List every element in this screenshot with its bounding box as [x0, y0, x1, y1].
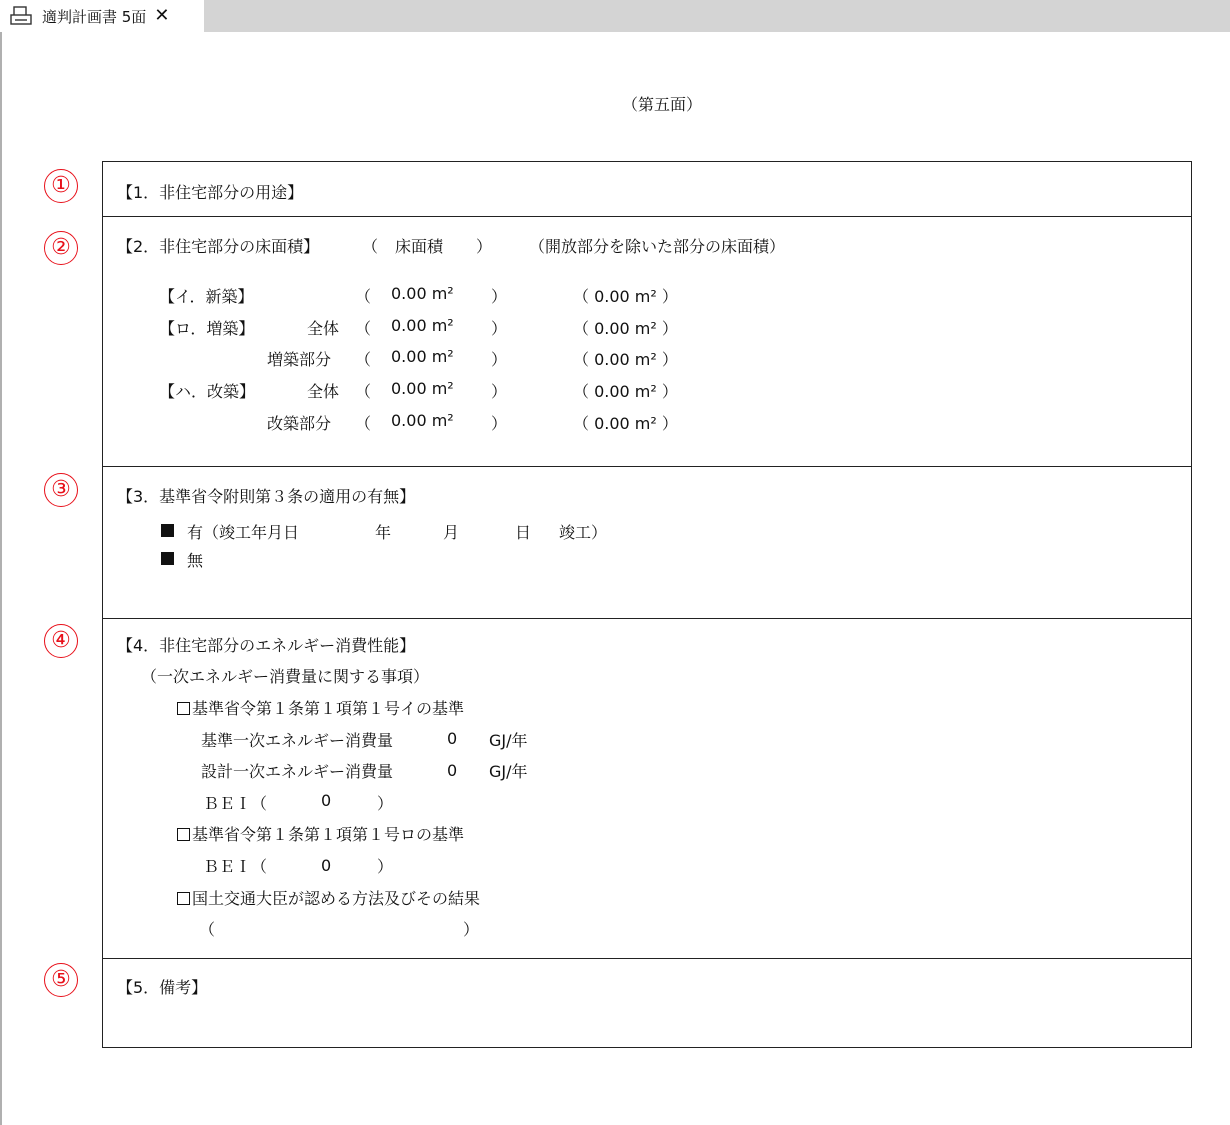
floor-area-heading: 床面積: [395, 237, 444, 256]
section-5-title: 【5．備考】: [117, 978, 208, 997]
bei-2-value: 0: [321, 856, 332, 875]
floor-area-value: 0.00 m²: [391, 379, 454, 398]
tab-title: 適判計画書 5面: [42, 7, 147, 26]
window-left-edge: [0, 32, 2, 1125]
bei-2-label: ＢＥＩ（: [203, 857, 268, 876]
excluded-floor-area-value: （ 0.00 m² ）: [573, 319, 678, 338]
standard-energy-label: 基準一次エネルギー消費量: [201, 731, 394, 750]
completion-day-label: 日: [515, 523, 532, 542]
excluded-floor-area-heading: （開放部分を除いた部分の床面積）: [529, 237, 786, 256]
row-subcategory: 全体: [307, 382, 340, 401]
excluded-floor-area-value: （ 0.00 m² ）: [573, 414, 678, 433]
standard-energy-unit: GJ/年: [489, 731, 528, 750]
row-open-paren: （: [355, 319, 372, 338]
section-4-subtitle: （一次エネルギー消費量に関する事項）: [141, 667, 430, 686]
floor-area-close-paren: ）: [476, 237, 493, 256]
row-close-paren: ）: [491, 350, 508, 369]
page-heading: （第五面）: [622, 95, 703, 114]
section-marker-1: ①: [44, 169, 78, 203]
row-category: 【イ．新築】: [159, 287, 254, 306]
row-close-paren: ）: [491, 414, 508, 433]
excluded-floor-area-value: （ 0.00 m² ）: [573, 287, 678, 306]
option-1: [177, 696, 464, 719]
section-marker-4: ④: [44, 624, 78, 658]
design-energy-value: 0: [447, 761, 458, 780]
row-open-paren: （: [355, 287, 372, 306]
option-2: [177, 822, 464, 845]
method-open-paren: （: [199, 920, 216, 939]
row-subcategory: 全体: [307, 319, 340, 338]
completion-year-label: 年: [375, 523, 392, 542]
row-subcategory: 増築部分: [267, 350, 332, 369]
bei-1-label: ＢＥＩ（: [203, 794, 268, 813]
section-5: [103, 958, 1191, 1049]
section-marker-2: ②: [44, 231, 78, 265]
document-tab[interactable]: [0, 0, 204, 32]
option-3-checkbox[interactable]: [177, 892, 190, 905]
standard-energy-value: 0: [447, 729, 458, 748]
design-energy-unit: GJ/年: [489, 762, 528, 781]
row-close-paren: ）: [491, 287, 508, 306]
row-close-paren: ）: [491, 319, 508, 338]
completion-label: 竣工）: [559, 523, 608, 542]
section-1: [103, 162, 1191, 216]
row-open-paren: （: [355, 350, 372, 369]
floor-area-value: 0.00 m²: [391, 411, 454, 430]
row-close-paren: ）: [491, 382, 508, 401]
bei-2-close-paren: ）: [377, 857, 394, 876]
section-2-title: 【2．非住宅部分の床面積】: [117, 237, 320, 256]
applicable-yes-checkbox[interactable]: [161, 524, 174, 537]
printer-document-icon: [10, 6, 32, 26]
option-3: [177, 886, 480, 909]
section-3-title: 【3．基準省令附則第３条の適用の有無】: [117, 487, 416, 506]
section-4: [103, 618, 1191, 958]
option-2-checkbox[interactable]: [177, 828, 190, 841]
design-energy-label: 設計一次エネルギー消費量: [201, 762, 394, 781]
row-subcategory: 改築部分: [267, 414, 332, 433]
bei-1-value: 0: [321, 791, 332, 810]
floor-area-value: 0.00 m²: [391, 347, 454, 366]
floor-area-open-paren: （: [362, 237, 379, 256]
option-1-checkbox[interactable]: [177, 702, 190, 715]
section-3: [103, 466, 1191, 618]
excluded-floor-area-value: （ 0.00 m² ）: [573, 350, 678, 369]
method-close-paren: ）: [463, 920, 480, 939]
option-2-label: 基準省令第１条第１項第１号ロの基準: [192, 825, 465, 844]
section-1-title: 【1．非住宅部分の用途】: [117, 183, 304, 202]
option-1-label: 基準省令第１条第１項第１号イの基準: [192, 699, 465, 718]
row-open-paren: （: [355, 414, 372, 433]
section-2: [103, 216, 1191, 466]
applicable-no-checkbox[interactable]: [161, 552, 174, 565]
tab-bar: [0, 0, 1230, 32]
applicable-yes-label: 有（竣工年月日: [187, 523, 300, 542]
row-category: 【ロ．増築】: [159, 319, 255, 338]
section-marker-5: ⑤: [44, 963, 78, 997]
close-tab-icon[interactable]: ✕: [154, 5, 170, 26]
row-open-paren: （: [355, 382, 372, 401]
completion-month-label: 月: [443, 523, 460, 542]
floor-area-value: 0.00 m²: [391, 284, 454, 303]
excluded-floor-area-value: （ 0.00 m² ）: [573, 382, 678, 401]
row-category: 【ハ．改築】: [159, 382, 256, 401]
floor-area-value: 0.00 m²: [391, 316, 454, 335]
bei-1-close-paren: ）: [377, 794, 394, 813]
section-marker-3: ③: [44, 473, 78, 507]
form-table: [102, 161, 1192, 1048]
applicable-no-label: 無: [187, 551, 204, 570]
section-4-title: 【4．非住宅部分のエネルギー消費性能】: [117, 636, 416, 655]
option-3-label: 国土交通大臣が認める方法及びその結果: [192, 889, 481, 908]
